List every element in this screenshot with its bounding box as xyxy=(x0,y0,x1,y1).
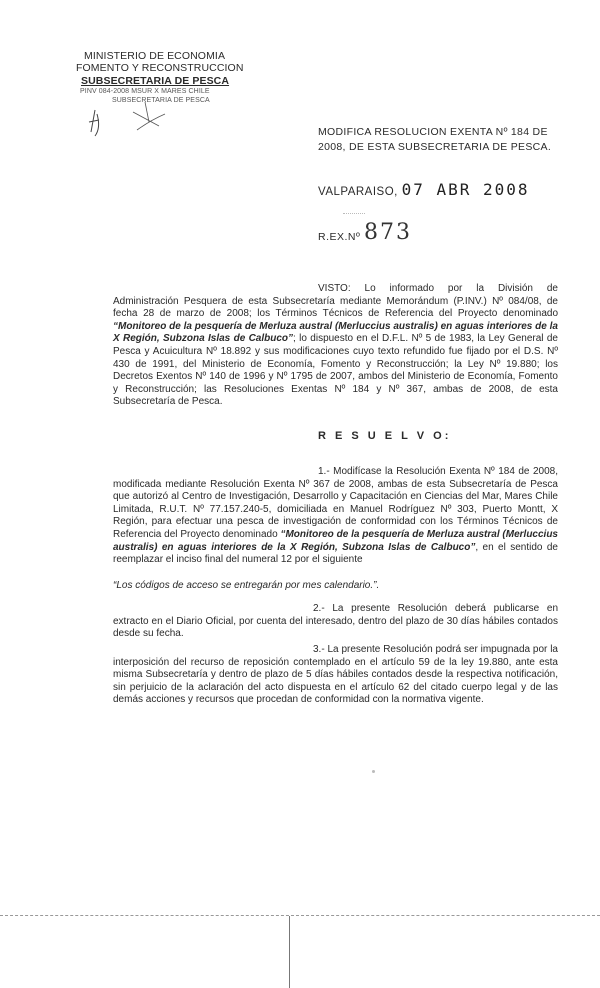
scan-horizontal-line xyxy=(0,915,600,916)
header-ministry: MINISTERIO DE ECONOMIA xyxy=(84,50,226,62)
visto-text-1: Lo informado por la División de Administración Pesquera de esta Subsecretaría mediante Memorándum (P.INV.) Nº 084/08, de fecha 28 de marzo de 2008; los Términos Técnicos de Referencia del Proyecto denominado xyxy=(113,283,558,320)
item-1-text-1: Modifícase la Resolución Exenta Nº 184 de 2008, modificada mediante Resolución Exenta Nº 367 de 2008, ambas de esta Subsecretaría de Pesca que autorizó al Centro de Investigación, Desarrollo y Capacitación en Ciencias del Mar, Mares Chile Limitada, R.U.T. Nº 77.157.240-5, domiciliada en Manuel Rodríguez Nº 303, Puerto Montt, X Región, para efectuar una pesca de investigación de conformidad con los Términos Técnicos de Referencia del Proyecto denominado xyxy=(113,466,558,540)
item-2-lead: 2.- xyxy=(313,603,333,614)
item-1-project: “Monitoreo de la pesquería de Merluza austral (Merluccius australis) en aguas interiores de la X Región, Subzona Islas de Calbuco” xyxy=(113,528,558,553)
header-fomento: FOMENTO Y RECONSTRUCCION xyxy=(76,62,244,74)
item-1-lead: 1.- xyxy=(318,466,334,477)
visto-text-2: ; lo dispuesto en el D.F.L. Nº 5 de 1983, la Ley General de Pesca y Acuicultura Nº 18.892 y sus modificaciones cuyo texto refundido fue fijado por el D.S. Nº 430 de 1991, del Ministerio de Economía, Fomento y Reconstrucción; la Ley Nº 19.880; los Decretos Exentos Nº 140 de 1996 y Nº 1795 de 2007, ambos del Ministerio de Economía, Fomento y Reconstrucción; las Resoluciones Exentas Nº 184 y Nº 367, ambas de 2008, de esta Subsecretaría de Pesca. xyxy=(113,333,558,408)
initials-mark-icon xyxy=(85,92,175,142)
date-stamp: 07 ABR 2008 xyxy=(401,180,530,199)
item-2-paragraph xyxy=(113,603,558,641)
visto-lead: VISTO: xyxy=(318,283,351,294)
place-label: VALPARAISO, xyxy=(318,186,398,198)
scan-vertical-line xyxy=(289,916,290,988)
resolution-label: R.EX.Nº xyxy=(318,231,361,243)
visto-project: “Monitoreo de la pesquería de Merluza austral (Merluccius australis) en aguas interiores de la X Región, Subzona Islas de Calbuco” xyxy=(113,320,558,345)
scan-speck xyxy=(372,770,375,773)
resuelvo-heading: R E S U E L V O: xyxy=(318,430,452,442)
document-subject: MODIFICA RESOLUCION EXENTA Nº 184 DE 2008, DE ESTA SUBSECRETARIA DE PESCA. xyxy=(318,126,552,153)
item-3-lead: 3.- xyxy=(313,644,328,655)
visto-paragraph xyxy=(113,283,558,409)
header-subsecretaria: SUBSECRETARIA DE PESCA xyxy=(81,75,230,87)
place-and-date xyxy=(318,180,530,199)
item-3-text: La presente Resolución podrá ser impugnada por la interposición del recurso de reposición contemplado en el artículo 59 de la ley 19.880, ante esta misma Subsecretaría y dentro de plazo de 5 días hábiles contados desde la respectiva notificación, sin perjuicio de la aclaración del acto dispuesta en el artículo 62 del citado cuerpo legal y de las demás acciones y recursos que procedan de conformidad con la normativa vigente. xyxy=(113,644,558,706)
item-1-text-2: , en el sentido de reemplazar el inciso final del numeral 12 por el siguiente xyxy=(113,541,558,566)
header-reference: PINV 084-2008 MSUR X MARES CHILE xyxy=(80,88,210,95)
item-3-paragraph xyxy=(113,644,558,707)
header-stamp-text: SUBSECRETARIA DE PESCA xyxy=(112,97,210,104)
item-2-text: La presente Resolución deberá publicarse en extracto en el Diario Oficial, por cuenta del interesado, dentro del plazo de 30 días hábiles contados desde su fecha. xyxy=(113,603,559,640)
resolution-number: 873 xyxy=(364,220,412,245)
faint-mark xyxy=(343,213,365,214)
item-1-paragraph xyxy=(113,466,558,567)
replacement-quote: “Los códigos de acceso se entregarán por mes calendario.”. xyxy=(113,580,380,591)
